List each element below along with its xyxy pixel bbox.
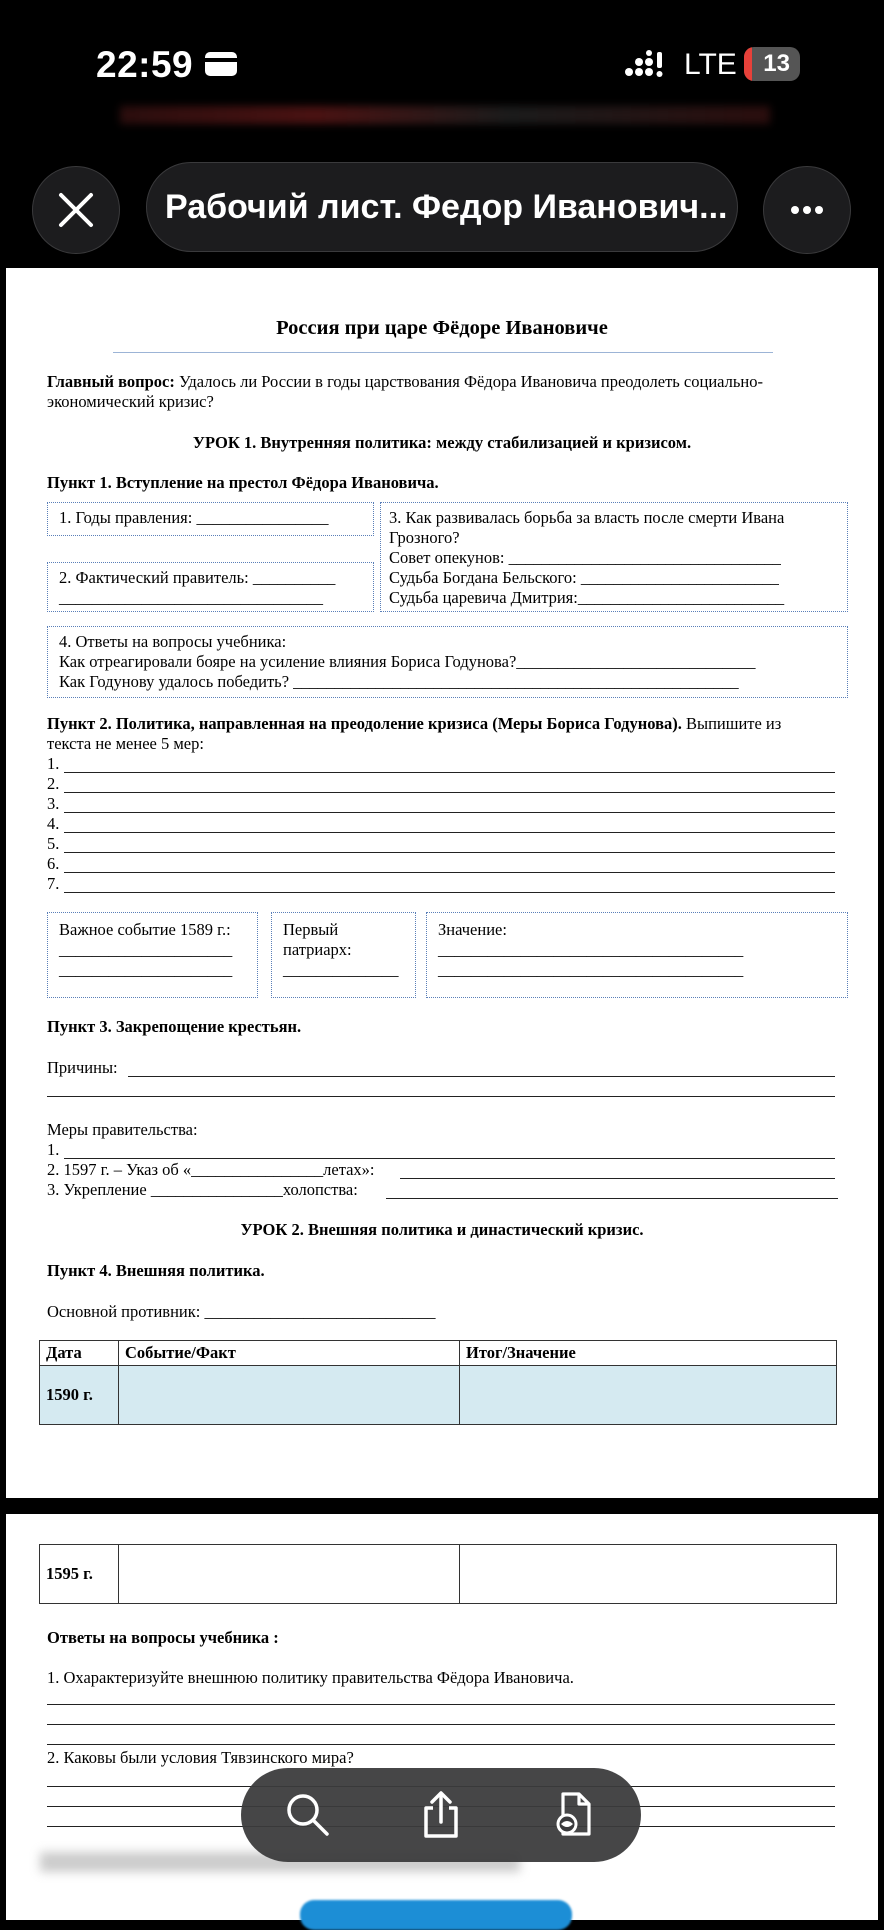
read-aloud-icon[interactable] (549, 1790, 599, 1840)
textbook-answers-heading: Ответы на вопросы учебника : (47, 1628, 279, 1647)
section-2-instruction-2: текста не менее 5 мер: (47, 734, 204, 753)
lesson-2-heading: УРОК 2. Внешняя политика и династический кризис. (240, 1220, 644, 1239)
measure-line-3 (64, 812, 835, 813)
actual-ruler-line: ________________________________ (59, 588, 323, 607)
more-icon (764, 167, 850, 253)
measure-line-5 (64, 852, 835, 853)
measure-item-2: 2. 1597 г. – Указ об «________________летах»: (47, 1160, 375, 1179)
power-struggle-q: 3. Как развивалась борьба за власть после смерти Ивана (389, 508, 785, 527)
event-1589-line-2: _____________________ (59, 960, 233, 979)
dmitry-fate-field: Судьба царевича Дмитрия:_________________________ (389, 588, 785, 607)
row-event-cell[interactable] (119, 1366, 460, 1425)
signal-icon (624, 50, 668, 80)
document-title[interactable]: Рабочий лист. Федор Иванович... (146, 162, 738, 252)
battery-indicator: 13 (744, 47, 800, 81)
textbook-answers-label: 4. Ответы на вопросы учебника: (59, 632, 287, 651)
main-question-text-2: экономический кризис? (47, 392, 214, 411)
main-question (47, 372, 763, 392)
answer-line (47, 1744, 835, 1745)
reasons-label: Причины: (47, 1058, 118, 1077)
measure-line-2 (64, 792, 835, 793)
question-2: 2. Каковы были условия Тявзинского мира? (47, 1748, 354, 1767)
close-icon (33, 167, 119, 253)
section-4-heading: Пункт 4. Внешняя политика. (47, 1261, 265, 1280)
foreign-policy-table-cont (39, 1544, 837, 1604)
network-type: LTE (684, 48, 737, 81)
close-button[interactable] (32, 166, 120, 254)
section-3-heading: Пункт 3. Закрепощение крестьян. (47, 1017, 302, 1036)
reign-years-field: 1. Годы правления: ________________ (59, 508, 329, 527)
status-time: 22:59 (96, 44, 194, 85)
belsky-fate-field: Судьба Богдана Бельского: ________________________ (389, 568, 779, 587)
event-1589-label: Важное событие 1589 г.: (59, 920, 231, 939)
answer-line (47, 1704, 835, 1705)
measure-line-6 (64, 872, 835, 873)
guardians-council-field: Совет опекунов: _________________________________ (389, 548, 781, 567)
first-patriarch-label: Первый (283, 920, 339, 939)
actual-ruler-field: 2. Фактический правитель: __________ (59, 568, 336, 587)
measure-line-4 (64, 832, 835, 833)
measure-line-7 (64, 892, 835, 893)
row-event-cell[interactable] (119, 1545, 460, 1604)
section-2-instruction: Выпишите из (685, 714, 782, 733)
header-event: Событие/Факт (119, 1341, 460, 1366)
measure-num-2: 2. (47, 774, 60, 793)
table-row (40, 1366, 837, 1425)
title-underline (113, 352, 773, 353)
more-button[interactable] (763, 166, 851, 254)
blurred-background (120, 106, 770, 124)
document-page-1 (6, 268, 878, 1498)
first-patriarch-label-2: патриарх: (283, 940, 352, 959)
measure-num-4: 4. (47, 814, 60, 833)
measure-item-1-line (64, 1158, 835, 1159)
search-icon[interactable] (283, 1790, 333, 1840)
table-header-row (40, 1341, 837, 1366)
row-result-cell[interactable] (460, 1545, 837, 1604)
measure-num-7: 7. (47, 874, 60, 893)
measure-item-2-line (400, 1178, 835, 1179)
header-date: Дата (40, 1341, 119, 1366)
table-row (40, 1545, 837, 1604)
lesson-1-heading: УРОК 1. Внутренняя политика: между стабилизацией и кризисом. (192, 433, 692, 452)
measure-item-3: 3. Укрепление ________________холопства: (47, 1180, 358, 1199)
answer-line (47, 1724, 835, 1725)
row-date: 1595 г. (40, 1545, 119, 1604)
floating-toolbar (241, 1768, 641, 1862)
section-2-heading (47, 714, 781, 734)
measure-num-3: 3. (47, 794, 60, 813)
viewer-header (0, 150, 884, 260)
significance-line-2: _____________________________________ (438, 960, 744, 979)
row-result-cell[interactable] (460, 1366, 837, 1425)
measure-item-3-line (386, 1198, 838, 1199)
significance-line: _____________________________________ (438, 940, 744, 959)
doc-title: Россия при царе Фёдоре Ивановиче (276, 317, 608, 339)
row-date: 1590 г. (40, 1366, 119, 1425)
foreign-policy-table (39, 1340, 837, 1425)
first-patriarch-line: ______________ (283, 960, 399, 979)
measure-line-1 (64, 772, 835, 773)
main-enemy-field: Основной противник: ____________________________ (47, 1302, 436, 1321)
power-struggle-q2: Грозного? (389, 528, 460, 547)
reasons-line (128, 1076, 835, 1077)
section-1-heading: Пункт 1. Вступление на престол Фёдора Ивановича. (47, 473, 439, 492)
measures-label: Меры правительства: (47, 1120, 198, 1139)
boyars-reaction-field: Как отреагировали бояре на усиление влияния Бориса Годунова?_____________________________ (59, 652, 756, 671)
measure-item-1: 1. (47, 1140, 60, 1159)
godunov-victory-field: Как Годунову удалось победить? ______________________________________________________ (59, 672, 739, 691)
measure-num-5: 5. (47, 834, 60, 853)
question-1: 1. Охарактеризуйте внешнюю политику правительства Фёдора Ивановича. (47, 1668, 574, 1687)
significance-label: Значение: (438, 920, 507, 939)
event-1589-line: _____________________ (59, 940, 233, 959)
main-question-text: Удалось ли России в годы царствования Фёдора Ивановича преодолеть социально- (179, 372, 763, 391)
blurred-action-button (300, 1900, 572, 1930)
section-2-title: Пункт 2. Политика, направленная на преодоление кризиса (Меры Бориса Годунова). (47, 714, 682, 733)
share-icon[interactable] (416, 1790, 466, 1840)
measure-num-6: 6. (47, 854, 60, 873)
sim-card-icon (205, 52, 237, 76)
header-result: Итог/Значение (460, 1341, 837, 1366)
measure-num-1: 1. (47, 754, 60, 773)
reasons-line-2 (47, 1096, 835, 1097)
main-question-label: Главный вопрос: (47, 372, 175, 391)
